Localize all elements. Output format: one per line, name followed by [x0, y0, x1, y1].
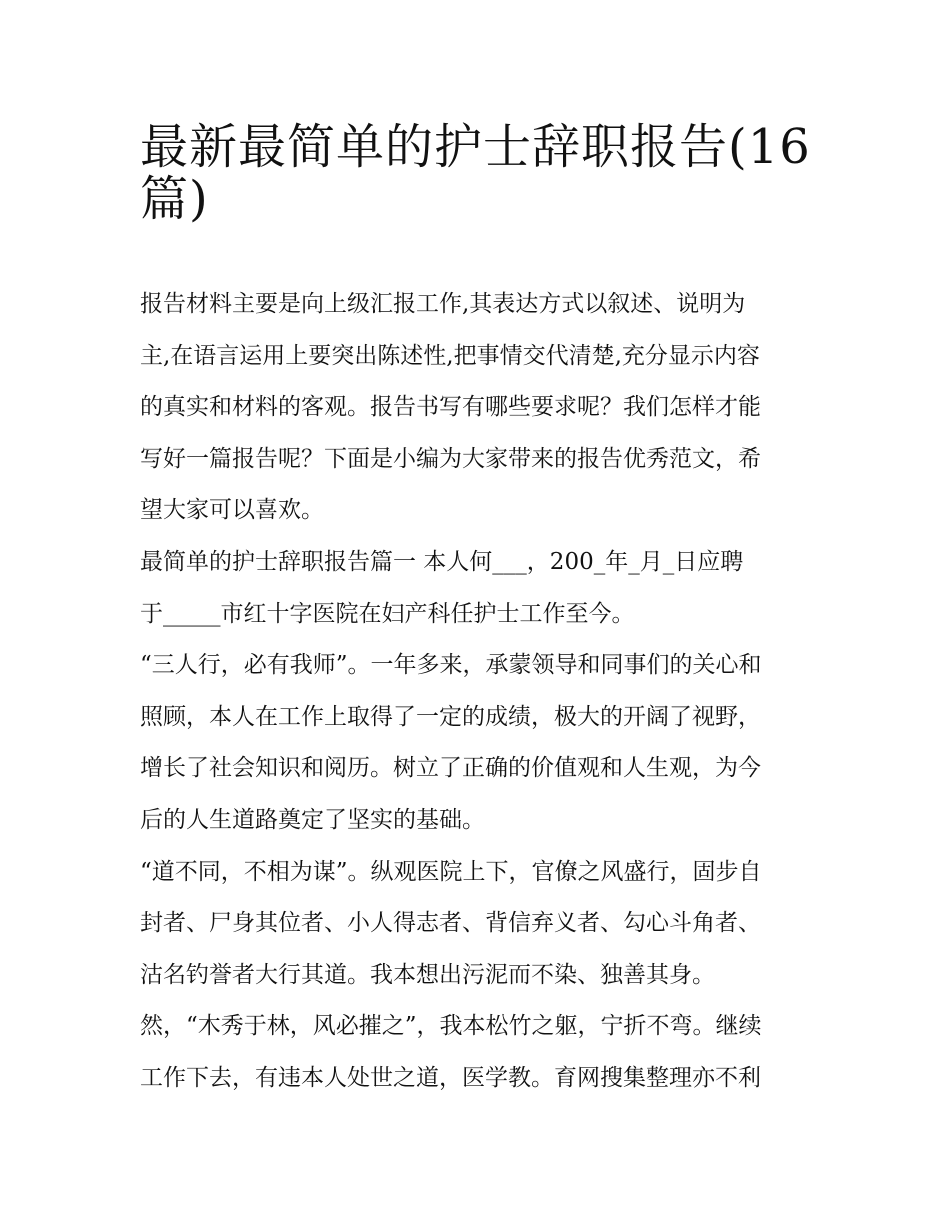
body-line: 后的人生道路奠定了坚实的基础。 — [140, 806, 485, 833]
body-line: 工作下去，有违本人处世之道，医学教。育网搜集整理亦不利 — [140, 1064, 761, 1091]
body-line: 然，“木秀于林，风必摧之”，我本松竹之躯，宁折不弯。继续 — [140, 1013, 762, 1040]
document-body — [140, 279, 820, 1105]
body-line: “道不同，不相为谋”。纵观医院上下，官僚之风盛行，固步自 — [140, 858, 762, 885]
body-line: 主,在语言运用上要突出陈述性,把事情交代清楚,充分显示内容 — [140, 342, 760, 369]
title-line: 最新最简单的护士辞职报告(16 — [140, 119, 811, 175]
title-line: 篇) — [140, 170, 209, 227]
body-line: “三人行，必有我师”。一年多来，承蒙领导和同事们的关心和 — [140, 652, 762, 679]
body-line: 沽名钓誉者大行其道。我本想出污泥而不染、独善其身。 — [140, 961, 715, 988]
body-line: 望大家可以喜欢。 — [140, 497, 324, 524]
document-title — [140, 108, 830, 227]
body-line: 最简单的护士辞职报告篇一 本人何___，200_年_月_日应聘 — [140, 548, 744, 575]
body-line: 照顾，本人在工作上取得了一定的成绩，极大的开阔了视野， — [140, 703, 761, 730]
body-line: 封者、尸身其位者、小人得志者、背信弃义者、勾心斗角者、 — [140, 910, 761, 937]
body-line: 增长了社会知识和阅历。树立了正确的价值观和人生观，为今 — [140, 755, 761, 782]
body-line: 写好一篇报告呢？下面是小编为大家带来的报告优秀范文，希 — [140, 445, 761, 472]
body-line: 报告材料主要是向上级汇报工作,其表达方式以叙述、说明为 — [140, 291, 746, 317]
body-line: 的真实和材料的客观。报告书写有哪些要求呢？我们怎样才能 — [140, 394, 761, 421]
body-line: 于_____市红十字医院在妇产科任护士工作至今。 — [140, 600, 635, 627]
